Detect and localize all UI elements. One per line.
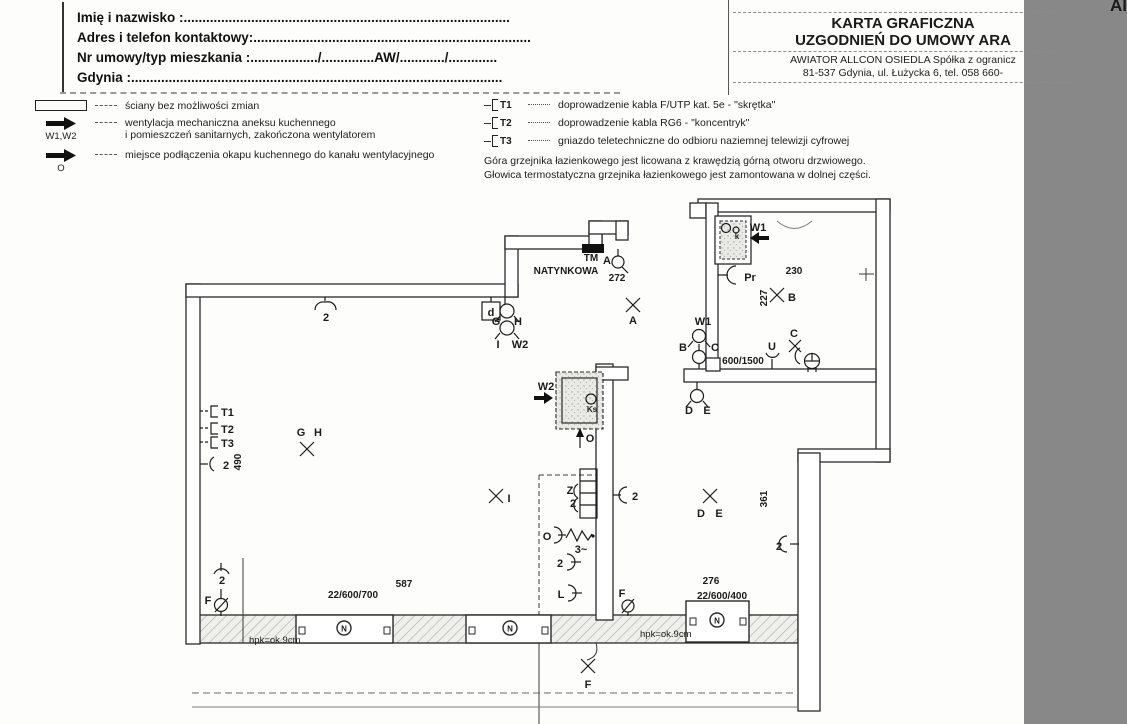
e3-label: E: [703, 405, 711, 417]
xd-label: D: [697, 508, 705, 520]
x-point-f: [581, 659, 595, 673]
s2-label: 2: [556, 558, 564, 570]
xb-label: B: [788, 292, 796, 304]
radiator-valve: [542, 627, 548, 634]
top-right-notch: [690, 203, 706, 218]
r2b-label: 2: [775, 541, 783, 553]
company-address: 81-537 Gdynia, ul. Łużycka 6, tel. 058 660-: [802, 67, 1004, 79]
t1-text: doprowadzenie kabla F/UTP kat. 5e - "skrętka": [558, 99, 776, 111]
f-switch-mid: [622, 599, 634, 616]
490-label: 490: [233, 453, 244, 471]
h1-label: H: [514, 316, 522, 328]
l-label: L: [557, 589, 565, 601]
t3-plan-label: T3: [221, 438, 234, 450]
entry-shaft-inner: [720, 221, 746, 259]
t2-label: T2: [500, 117, 512, 129]
x-point-b: [770, 288, 784, 302]
tm-surface-box: [582, 244, 604, 253]
xi-label: I: [507, 493, 511, 505]
tm-label: TM: [583, 253, 599, 264]
radiator-valve: [469, 627, 475, 634]
t1-label: T1: [500, 99, 512, 111]
g2-label: G: [296, 427, 306, 439]
230-label: 230: [785, 266, 803, 277]
xa-label: A: [629, 315, 637, 327]
form-city-line: Gdynia :...................................................................................................: [77, 70, 503, 85]
allcon-logo-partial: Al: [1110, 0, 1127, 15]
u-label: U: [768, 341, 776, 353]
272-label: 272: [608, 273, 626, 284]
left-wall-sockets: [200, 406, 218, 471]
document-title-line1: KARTA GRAFICZNA: [831, 15, 975, 32]
f-switch-left: [214, 563, 229, 616]
3-label: 3~: [574, 544, 588, 556]
xe-label: E: [715, 508, 723, 520]
door-swing-arc: [777, 221, 812, 229]
radiator-n-label: N: [341, 624, 347, 634]
right-lower-wall: [798, 453, 820, 711]
document-title-line2: UZGODNIEŃ DO UMOWY ARA: [795, 32, 1011, 49]
x-point-i: [489, 489, 503, 503]
form-contract-line: Nr umowy/typ mieszkania :................../..............AW/............/.............: [77, 50, 498, 65]
bracket-2-core: [613, 487, 627, 503]
top-wall: [186, 284, 518, 297]
d3-label: D: [685, 405, 693, 417]
f1-label: F: [618, 588, 626, 600]
w2a-label: W2: [511, 339, 529, 351]
radiator-valve: [740, 618, 746, 625]
rad700-label: 22/600/700: [327, 590, 379, 601]
form-address-line: Adres i telefon kontaktowy:..........................................................................: [77, 30, 531, 45]
w2b-label: W2: [537, 381, 555, 393]
rad400-label: 22/600/400: [696, 591, 748, 602]
227-label: 227: [759, 289, 770, 307]
o-zigzag-symbol: [554, 527, 595, 543]
radiator-note-2: Głowica termostatyczna grzejnika łazienkowego jest zamontowana w dolnej części.: [484, 169, 871, 181]
radiator-valve: [299, 627, 305, 634]
c2-label: C: [711, 342, 719, 354]
radiator-note-1: Góra grzejnika łazienkowego jest licowana z krawędzią górną otworu drzwiowego.: [484, 155, 866, 167]
vent-arrow-label: W1,W2: [45, 131, 77, 142]
a-circ-label: A: [603, 255, 611, 267]
r2-label: 2: [631, 491, 639, 503]
w1b-label: W1: [694, 316, 712, 328]
h2-label: H: [314, 427, 322, 439]
radiator-n-label: N: [507, 624, 513, 634]
lamp-symbol-2: [315, 297, 336, 310]
xf-label: F: [584, 679, 592, 691]
bracket-l-bath: [568, 585, 582, 601]
k-label: k: [734, 232, 740, 241]
w1a-label: W1: [749, 222, 767, 234]
radiator-valve: [690, 618, 696, 625]
c3-label: C: [790, 328, 798, 340]
w2-arrow: [534, 392, 553, 404]
t1-plan-label: T1: [221, 407, 234, 419]
form-name-line: Imię i nazwisko :.......................................................................................: [77, 10, 510, 25]
o2-label: O: [542, 531, 552, 543]
d-box-label: d: [487, 307, 495, 319]
left-2-label: 2: [222, 460, 230, 472]
b2-label: B: [679, 342, 687, 354]
hpk2-label: hpk=ok.9cm: [640, 629, 692, 640]
top-right-wall: [698, 199, 890, 212]
587-label: 587: [395, 579, 413, 590]
t3-text: gniazdo teletechniczne do odbioru naziemnej telewizji cyfrowej: [558, 135, 850, 147]
o-up-arrow: [576, 428, 584, 448]
legend-vent-line1: wentylacja mechaniczna aneksu kuchennego: [125, 117, 336, 129]
z-label: Z: [566, 485, 574, 497]
t3-label: T3: [500, 135, 512, 147]
600-1500-label: 600/1500: [722, 356, 764, 367]
t2-plan-label: T2: [221, 424, 234, 436]
a-circle-symbol: [612, 249, 628, 273]
left-wall: [186, 284, 200, 644]
natynkowa-label: NATYNKOWA: [533, 266, 599, 277]
u-symbol: [766, 353, 779, 369]
z2-label: 2: [569, 498, 577, 510]
x-point-gh: [300, 442, 314, 456]
f2-label: F: [204, 595, 212, 607]
middle-wall-notch: [706, 358, 720, 371]
t2-text: doprowadzenie kabla RG6 - "koncentryk": [558, 117, 750, 129]
legend-hood-text: miejsce podłączenia okapu kuchennego do kanału wentylacyjnego: [125, 149, 435, 161]
niche-wall: [616, 221, 628, 240]
hpk1-label: hpk=ok.9cm: [249, 635, 301, 646]
ks-label: Ks: [586, 405, 598, 414]
pr-symbol: [718, 266, 736, 284]
company-name: AWIATOR ALLCON OSIEDLA Spółka z ogranicz: [790, 54, 1016, 66]
pr-label: Pr: [744, 272, 756, 284]
right-outer-wall: [876, 199, 890, 462]
towel-radiator: [574, 469, 597, 518]
o-up-label: O: [585, 433, 595, 445]
lamp2-label: 2: [322, 312, 330, 324]
legend-vent-line2: i pomieszczeń sanitarnych, zakończona wentylatorem: [125, 129, 376, 141]
de-circle-symbol: [686, 382, 708, 407]
hood-arrow-label: O: [57, 163, 65, 174]
door-swing-arc-f: [587, 643, 597, 660]
x-point-de: [703, 489, 717, 503]
361-label: 361: [759, 490, 770, 508]
legend-walls-text: ściany bez możliwości zmian: [125, 100, 260, 112]
radiator-n-label: N: [714, 616, 720, 626]
x-point-a: [626, 298, 640, 312]
i1-label: I: [496, 339, 500, 351]
antenna-symbol: [789, 340, 820, 372]
radiator-valve: [384, 627, 390, 634]
g1-label: G: [491, 316, 501, 328]
bracket-2-bath: [567, 554, 581, 570]
two2-label: 2: [218, 575, 226, 587]
276-label: 276: [702, 576, 720, 587]
